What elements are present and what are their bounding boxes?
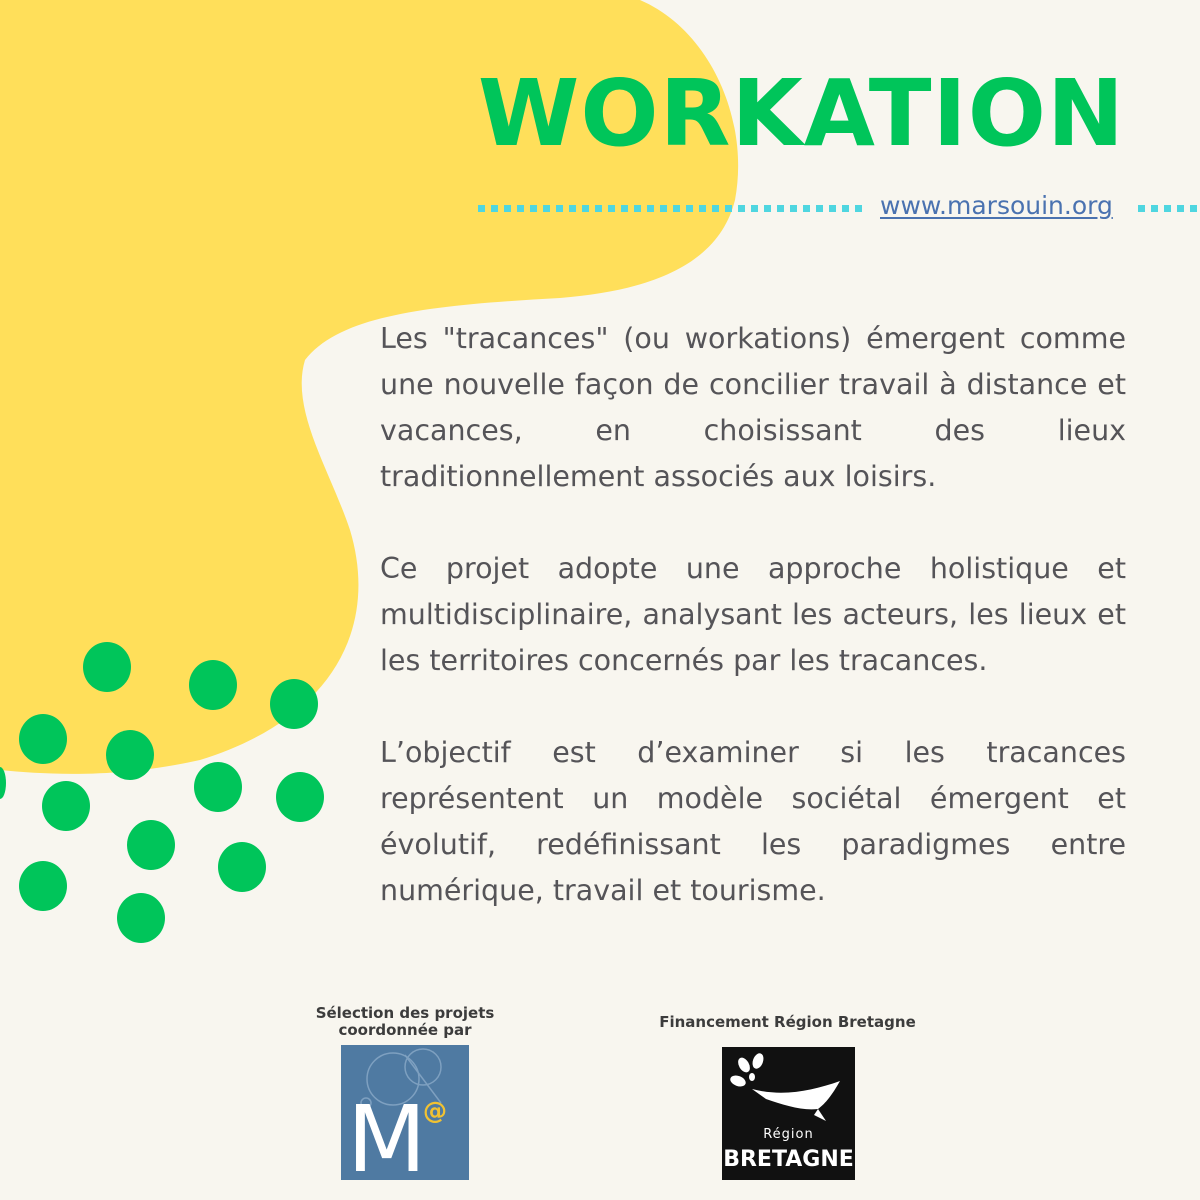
paragraph-intro: Les "tracances" (ou workations) émergent comme une nouvelle façon de concilier travail à distance et vacances, en choisissant des lieux traditionnellement associés aux loisirs. xyxy=(380,322,1126,493)
green-dot xyxy=(106,730,154,780)
region-bretagne-logo xyxy=(722,1047,855,1180)
funding-caption: Financement Région Bretagne xyxy=(659,1013,916,1031)
region-bretagne-line1: Région xyxy=(763,1127,814,1142)
green-dot xyxy=(117,893,165,943)
website-link[interactable]: www.marsouin.org xyxy=(880,191,1113,220)
green-dot xyxy=(42,781,90,831)
description-text xyxy=(380,316,1126,960)
green-dot xyxy=(276,772,324,822)
selection-caption-line2: coordonnée par xyxy=(338,1021,472,1039)
green-dot xyxy=(270,679,318,729)
green-dot xyxy=(194,762,242,812)
dotted-divider-left xyxy=(478,205,864,212)
green-dot xyxy=(83,642,131,692)
green-dot xyxy=(127,820,175,870)
ermine-flag-icon xyxy=(722,1047,855,1127)
marsouin-logo xyxy=(341,1045,469,1180)
green-dot xyxy=(218,842,266,892)
green-dots-decoration xyxy=(0,620,340,950)
green-dot xyxy=(19,714,67,764)
marsouin-logo-letter: M xyxy=(347,1086,427,1180)
selection-caption xyxy=(300,1005,510,1039)
dotted-divider-right xyxy=(1138,205,1200,212)
paragraph-approach: Ce projet adopte une approche holistique et multidisciplinaire, analysant les acteurs, les lieux et les territoires concernés par les tracances. xyxy=(380,552,1126,677)
green-dot xyxy=(0,767,6,799)
paragraph-objective: L’objectif est d’examiner si les tracances représentent un modèle sociétal émergent et évolutif, redéfinissant les paradigmes entre numérique, travail et tourisme. xyxy=(380,736,1126,907)
page-title: WORKATION xyxy=(477,60,1125,167)
selection-caption-line1: Sélection des projets xyxy=(315,1004,495,1022)
region-bretagne-line2: BRETAGNE xyxy=(723,1147,854,1172)
green-dot xyxy=(189,660,237,710)
green-dot xyxy=(19,861,67,911)
at-sign-icon: @ xyxy=(423,1097,447,1125)
